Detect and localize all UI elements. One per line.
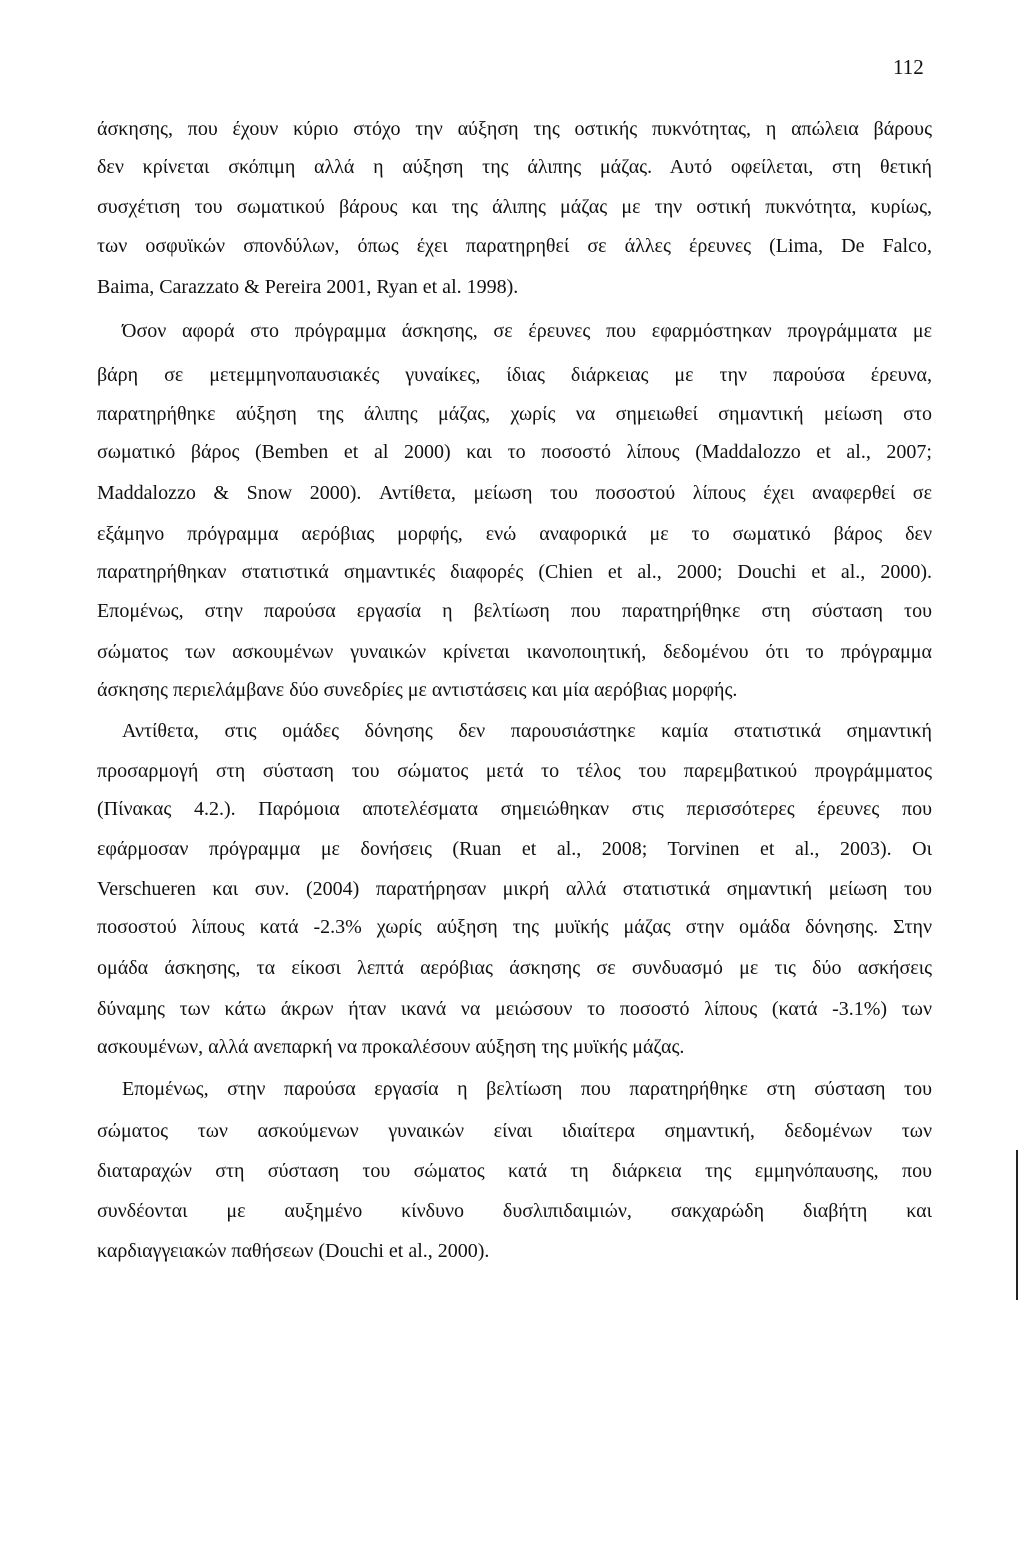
text-line: Επομένως, στην παρούσα εργασία η βελτίωση που παρατηρήθηκε στη σύσταση του (122, 1078, 932, 1100)
text-line: εξάμηνο πρόγραμμα αερόβιας μορφής, ενώ αναφορικά με το σωματικό βάρος δεν (97, 523, 932, 545)
text-line: (Πίνακας 4.2.). Παρόμοια αποτελέσματα σημειώθηκαν στις περισσότερες έρευνες που (97, 798, 932, 820)
text-line: ομάδα άσκησης, τα είκοσι λεπτά αερόβιας άσκησης σε συνδυασμό με τις δύο ασκήσεις (97, 957, 932, 979)
text-line: των οσφυϊκών σπονδύλων, όπως έχει παρατηρηθεί σε άλλες έρευνες (Lima, De Falco, (97, 235, 932, 257)
text-line: προσαρμογή στη σύσταση του σώματος μετά το τέλος του παρεμβατικού προγράμματος (97, 760, 932, 782)
text-line: σωματικό βάρος (Bemben et al 2000) και το ποσοστό λίπους (Maddalozzo et al., 2007; (97, 441, 932, 463)
text-line: σώματος των ασκουμένων γυναικών κρίνεται ικανοποιητική, δεδομένου ότι το πρόγραμμα (97, 641, 932, 663)
text-line: διαταραχών στη σύσταση του σώματος κατά τη διάρκεια της εμμηνόπαυσης, που (97, 1160, 932, 1182)
text-line: Όσον αφορά στο πρόγραμμα άσκησης, σε έρευνες που εφαρμόστηκαν προγράμματα με (122, 320, 932, 342)
text-line: παρατηρήθηκε αύξηση της άλιπης μάζας, χωρίς να σημειωθεί σημαντική μείωση στο (97, 403, 932, 425)
text-line: άσκησης, που έχουν κύριο στόχο την αύξηση της οστικής πυκνότητας, η απώλεια βάρους (97, 118, 932, 140)
text-line: δεν κρίνεται σκόπιμη αλλά η αύξηση της άλιπης μάζας. Αυτό οφείλεται, στη θετική (97, 156, 932, 178)
page-number: 112 (893, 55, 924, 79)
text-line: παρατηρήθηκαν στατιστικά σημαντικές διαφορές (Chien et al., 2000; Douchi et al., 2000). (97, 561, 932, 583)
text-line: δύναμης των κάτω άκρων ήταν ικανά να μειώσουν το ποσοστό λίπους (κατά -3.1%) των (97, 998, 932, 1020)
text-line: βάρη σε μετεμμηνοπαυσιακές γυναίκες, ίδιας διάρκειας με την παρούσα έρευνα, (97, 364, 932, 386)
text-line: Baima, Carazzato & Pereira 2001, Ryan et al. 1998). (97, 276, 519, 298)
text-line: ποσοστού λίπους κατά -2.3% χωρίς αύξηση της μυϊκής μάζας στην ομάδα δόνησης. Στην (97, 916, 932, 938)
text-line: ασκουμένων, αλλά ανεπαρκή να προκαλέσουν αύξηση της μυϊκής μάζας. (97, 1036, 685, 1058)
scan-edge-mark (1016, 1150, 1018, 1300)
text-line: Maddalozzo & Snow 2000). Αντίθετα, μείωση του ποσοστού λίπους έχει αναφερθεί σε (97, 482, 932, 504)
text-line: Verschueren και συν. (2004) παρατήρησαν μικρή αλλά στατιστικά σημαντική μείωση του (97, 878, 932, 900)
text-line: συσχέτιση του σωματικού βάρους και της άλιπης μάζας με την οστική πυκνότητα, κυρίως, (97, 196, 932, 218)
text-line: συνδέονται με αυξημένο κίνδυνο δυσλιπιδαιμιών, σακχαρώδη διαβήτη και (97, 1200, 932, 1222)
text-line: Επομένως, στην παρούσα εργασία η βελτίωση που παρατηρήθηκε στη σύσταση του (97, 600, 932, 622)
text-line: εφάρμοσαν πρόγραμμα με δονήσεις (Ruan et al., 2008; Torvinen et al., 2003). Οι (97, 838, 932, 860)
text-line: άσκησης περιελάμβανε δύο συνεδρίες με αντιστάσεις και μία αερόβιας μορφής. (97, 679, 738, 701)
text-line: σώματος των ασκούμενων γυναικών είναι ιδιαίτερα σημαντική, δεδομένων των (97, 1120, 932, 1142)
text-line: Αντίθετα, στις ομάδες δόνησης δεν παρουσιάστηκε καμία στατιστικά σημαντική (122, 720, 932, 742)
text-line: καρδιαγγειακών παθήσεων (Douchi et al., 2000). (97, 1240, 490, 1262)
